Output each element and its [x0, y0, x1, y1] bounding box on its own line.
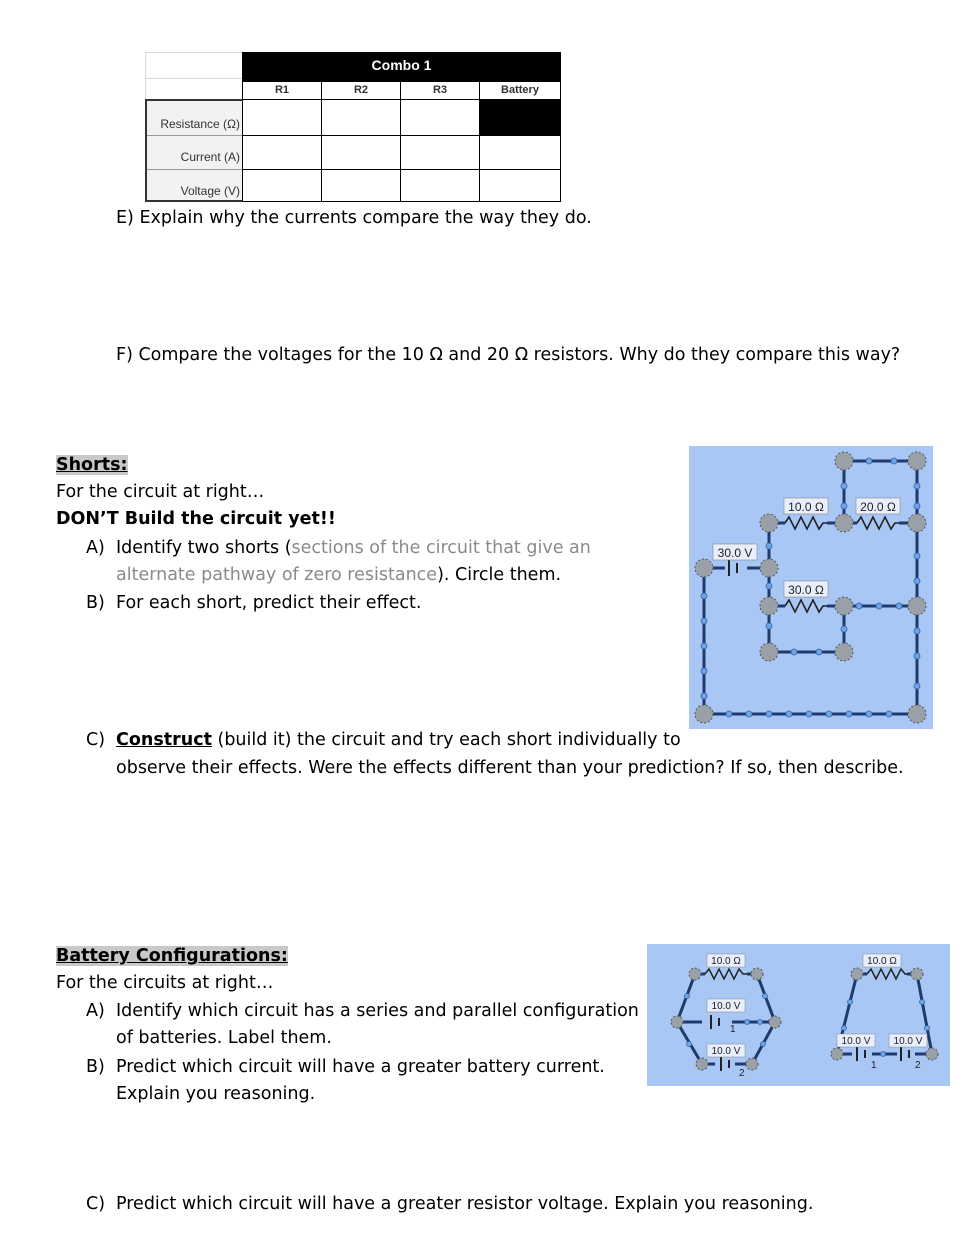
cell-r1-voltage[interactable]: [242, 169, 322, 202]
left-battery-1-num: 1: [730, 1024, 736, 1035]
shorts-a-text1: Identify two shorts (: [116, 538, 292, 558]
shorts-circuit-svg: [689, 446, 933, 729]
col-header-battery: Battery: [479, 81, 561, 100]
cell-battery-resistance: [479, 99, 561, 136]
cell-r1-current[interactable]: [242, 135, 322, 170]
resistor-10-ohm: [785, 517, 827, 529]
shorts-a-line1: [116, 535, 591, 562]
shorts-c-text2: observe their effects. Were the effects different than your prediction? If so, then describe.: [116, 758, 904, 778]
shorts-heading: [56, 452, 128, 479]
cell-r2-resistance[interactable]: [321, 99, 401, 136]
cell-r3-resistance[interactable]: [400, 99, 480, 136]
left-resistor: [705, 969, 747, 979]
shorts-c-line1: [116, 727, 681, 754]
battery-heading-text: Battery Configurations:: [56, 946, 288, 966]
combo-table: [145, 52, 561, 202]
cell-r3-current[interactable]: [400, 135, 480, 170]
battery-b-text1: Predict which circuit will have a greater battery current.: [116, 1057, 605, 1077]
col-header-r2: R2: [321, 81, 401, 100]
r1-label: 10.0 Ω: [788, 500, 824, 514]
question-e: E) Explain why the currents compare the way they do.: [116, 208, 592, 228]
cell-r2-voltage[interactable]: [321, 169, 401, 202]
question-f: F) Compare the voltages for the 10 Ω and 20 Ω resistors. Why do they compare this way?: [116, 345, 901, 365]
shorts-a-prefix: A): [86, 538, 105, 558]
right-battery-1-num: 1: [871, 1060, 877, 1071]
shorts-warning: DON’T Build the circuit yet!!: [56, 509, 336, 529]
left-battery-2-num: 2: [739, 1068, 745, 1079]
cell-battery-voltage[interactable]: [479, 169, 561, 202]
shorts-intro: For the circuit at right…: [56, 482, 265, 502]
shorts-c-text1: (build it) the circuit and try each short individually to: [211, 730, 681, 750]
battery-c-text: Predict which circuit will have a greater resistor voltage. Explain you reasoning.: [116, 1194, 814, 1214]
cell-r1-resistance[interactable]: [242, 99, 322, 136]
shorts-c-prefix: C): [86, 730, 106, 750]
battery-b-text2: Explain you reasoning.: [116, 1084, 316, 1104]
cell-battery-current[interactable]: [479, 135, 561, 170]
battery-label: 30.0 V: [717, 546, 753, 560]
resistor-30-ohm: [785, 600, 827, 612]
left-battery-1-label: 10.0 V: [711, 1001, 741, 1012]
left-battery-2-label: 10.0 V: [711, 1046, 741, 1057]
right-battery-2-num: 2: [915, 1060, 921, 1071]
shorts-heading-text: Shorts:: [56, 455, 128, 475]
r2-label: 20.0 Ω: [860, 500, 896, 514]
combo-title: Combo 1: [242, 52, 561, 81]
battery-b-prefix: B): [86, 1057, 105, 1077]
right-resistor-label: 10.0 Ω: [867, 956, 897, 967]
construct-link[interactable]: Construct: [116, 730, 212, 750]
shorts-a-grey1: sections of the circuit that give an: [291, 538, 591, 558]
col-header-r1: R1: [242, 81, 322, 100]
cell-r2-current[interactable]: [321, 135, 401, 170]
shorts-a-grey2: alternate pathway of zero resistance: [116, 565, 438, 585]
battery-a-prefix: A): [86, 1001, 105, 1021]
battery-circuits-diagram: [647, 944, 950, 1086]
right-battery-1-label: 10.0 V: [841, 1036, 871, 1047]
battery-a-text1: Identify which circuit has a series and parallel configuration: [116, 1001, 639, 1021]
shorts-b-prefix: B): [86, 593, 105, 613]
battery-heading: [56, 943, 288, 970]
row-header-voltage: Voltage (V): [180, 184, 240, 198]
shorts-circuit-diagram: [689, 446, 933, 729]
battery-intro: For the circuits at right…: [56, 973, 274, 993]
battery-circuits-svg: [647, 944, 950, 1086]
col-header-r3: R3: [400, 81, 480, 100]
shorts-b-text: For each short, predict their effect.: [116, 593, 422, 613]
battery-c-prefix: C): [86, 1194, 106, 1214]
resistor-20-ohm: [857, 517, 899, 529]
battery-a-text2: of batteries. Label them.: [116, 1028, 332, 1048]
cell-r3-voltage[interactable]: [400, 169, 480, 202]
right-resistor: [867, 969, 907, 979]
row-header-current: Current (A): [180, 150, 240, 164]
left-resistor-label: 10.0 Ω: [711, 956, 741, 967]
r3-label: 30.0 Ω: [788, 583, 824, 597]
shorts-a-text2: ). Circle them.: [437, 565, 562, 585]
row-header-resistance: Resistance (Ω): [160, 117, 240, 131]
right-battery-2-label: 10.0 V: [893, 1036, 923, 1047]
shorts-a-line2: [116, 562, 561, 589]
